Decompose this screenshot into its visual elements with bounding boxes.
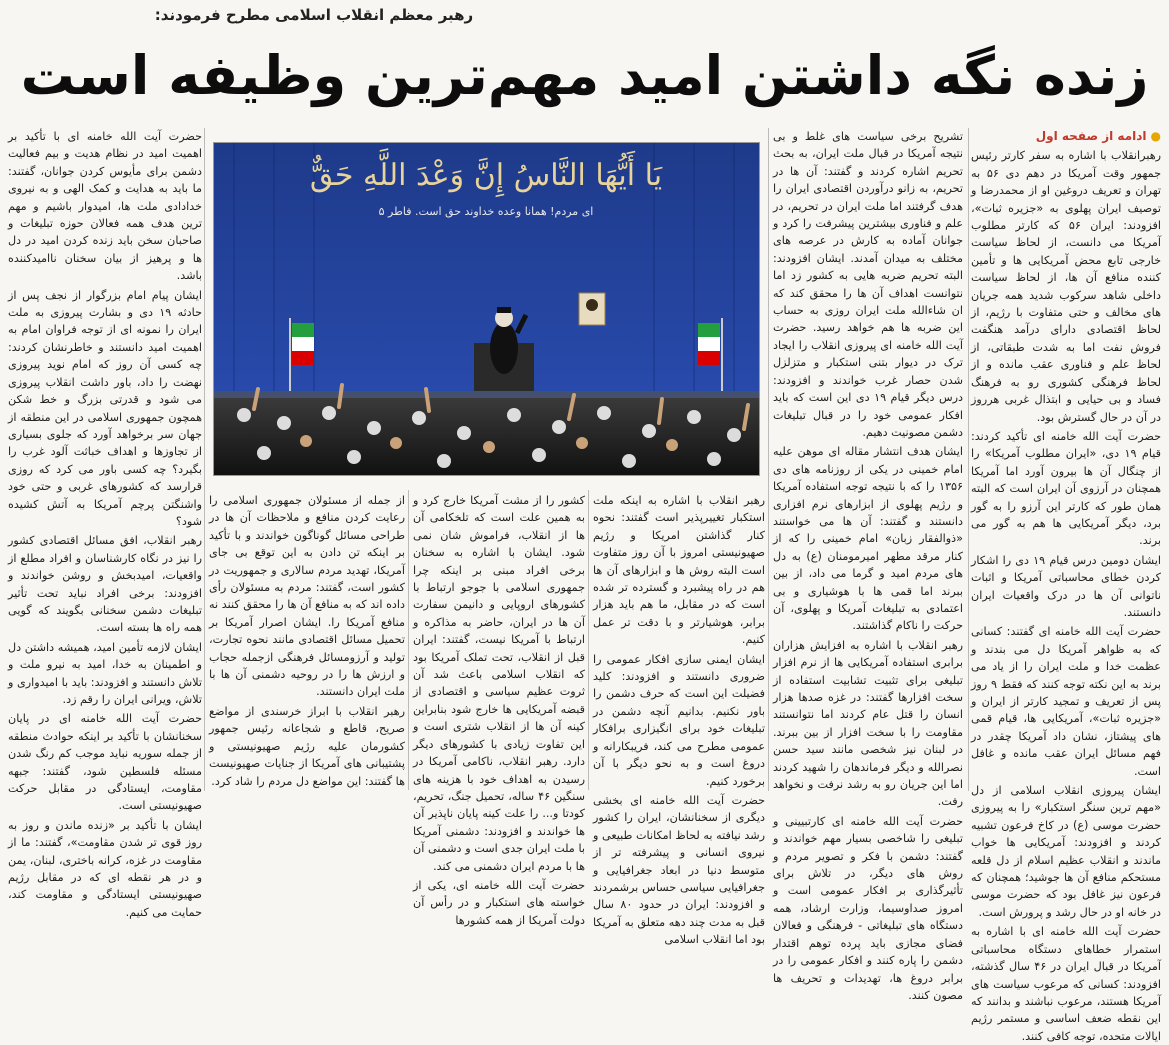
article-column-5 bbox=[209, 492, 405, 791]
paragraph: رهبر انقلاب با اشاره به افزایش هزاران برابری استفاده آمریکایی ها از نرم افزار تبلیغی برای تثبیت تشابیت استفاده از سخت افزارها گفتند: در غزه صدها هزار انسان را قتل عام کردند اما نتوانستند مقاومت را با سخت افزار از بین ببرند. در لبنان نیز شخصی مانند سید حسن نصرالله و دیگر فرماندهان را شهید کردند اما این جریان رو به رشد نرفت و نخواهد رفت. bbox=[773, 638, 963, 809]
continued-label[interactable]: ●ادامه از صفحه اول bbox=[1035, 129, 1161, 143]
paragraph: حضرت آیت الله خامنه ای، یکی از خواسته های استکبار و در رأس آن دولت آمریکا از همه کشورها bbox=[413, 878, 585, 927]
paragraph: از جمله از مسئولان جمهوری اسلامی را رعایت کردن منافع و ملاحظات آن ها در طراحی مسائل گوناگون خواندند و با تأکید بر اینکه تن دادن به این توقع بی جای آمریکا، تهدید مردم سالاری و جمهوریت در کشور است، گفتند: مردم به مسئولان رأی داده اند که به منافع آن ها را محقق کنند نه منافع آمریکا را. ایشان اصرار آمریکا بر تحمیل مسائل اقتصادی مانند نحوه تجارت، تولید و آرزومسائل فرهنگی ازجمله حجاب و ارزش ها را در روحیه دشمنی آن ها با ملت ایران دانستند. bbox=[209, 494, 405, 699]
paragraph: رهبر انقلاب با اشاره به اینکه ملت استکبار تغییرپذیر است گفتند: نحوه کنار گذاشتن امریکا و رژیم صهیونیستی امروز با آن روز متفاوت است البته روش ها و ابزارهای آن ها هم در راه پیشبرد و گسترده تر شده است که در مقابل، ما هم باید هزار برابر، هوشیارتر و با دقت تر عمل کنیم. bbox=[593, 494, 765, 647]
paragraph: حضرت آیت الله خامنه ای با اشاره به استمرار خطاهای دستگاه محاسباتی آمریکا در قبال ایران در ۴۶ سال گذشته، افزودند: کسانی که مرعوب سیاست های آمریکا هستند، مرعوب نباشند و بدانند که این نقطه ضعف اساسی و مستمر رژیم ایالات متحده، توجه کافی کنند. bbox=[971, 925, 1161, 1043]
article-column-2 bbox=[773, 128, 964, 1002]
article-column-1 bbox=[971, 128, 1162, 1043]
paragraph: حضرت آیت الله خامنه ای تأکید کردند: قیام ۱۹ دی، «ایران مطلوب آمریکا» را از چنگال آن ها بیرون آورد اما آمریکا همچنان در آرزوی آن ایران است که البته همان طور که کارتر این آرزو را به گور برد، دیگر آمریکایی ها هم به گور می برند. bbox=[971, 429, 1161, 548]
paragraph: کشور را از مشت آمریکا خارج کرد و به همین علت است که تلخکامی آن ها از انقلاب، فراموش شان نمی شود. ایشان با اشاره به سخنان برخی افراد مبنی بر اینکه چرا جمهوری اسلامی با جوجو ارتباط با کشورهای اروپایی و دانیمن سفارت آن ها در ایران، حاضر به مذاکره و ارتباط با آمریکا نیست، گفتند: ایران قبل از انقلاب، تحت تملک آمریکا بود که انقلاب اسلامی باعث شد آن ثروت عظیم سیاسی و اقتصادی از قبضه آمریکایی ها خارج شود بنابراین کینه آن ها از انقلاب شتری است و این تفاوت زیادی با کشورهای دیگر دارد. رهبر انقلاب، ناکامی آمریکا در رسیدن به اهداف خود با هزینه های سنگین ۴۶ ساله، تحمیل جنگ، تحریم، کودتا و... را علت کینه پایان ناپذیر آن ها خواندند و افزودند: دشمنی آمریکا با ملت ایران جدی است و دشمنی آن ها با مردم ایران دشمنی می کند. bbox=[413, 494, 585, 873]
paragraph: حضرت آیت الله خامنه ای بخشی دیگری از سخنانشان، ایران را کشور رشد نیافته به لحاظ امکانات طبیعی و نیروی انسانی و پیشرفته تر از متوسط دنیا در ابعاد جغرافیایی و جغرافیایی سیاسی حساس برشمردند و افزودند: ایران در حدود ۸۰ سال قبل به مدت چند دهه متعلق به آمریکا بود اما انقلاب اسلامی bbox=[593, 793, 766, 947]
column-rule bbox=[204, 128, 205, 791]
article-column-3 bbox=[593, 492, 766, 947]
bullet-icon: ● bbox=[1150, 129, 1161, 143]
column-rule bbox=[588, 490, 589, 790]
paragraph: ایشان پیروزی انقلاب اسلامی از دل «مهم ترین سنگر استکبار» را به پیروزی حضرت موسی (ع) در کاخ فرعون تشبیه کردند و افزودند: آمریکایی ها خواب ماندند و انقلاب عظیم اسلام از دل قلعه مستحکم منافع آن ها جوشید؛ همچنان که فرعون نیز غافل بود که حضرت موسی در خانه او در حال رشد و پرورش است. bbox=[971, 784, 1161, 919]
banner-translation: ای مردم! همانا وعده خداوند حق است. فاطر ۵ bbox=[378, 205, 594, 218]
column-rule bbox=[968, 128, 969, 791]
kicker: رهبر معظم انقلاب اسلامی مطرح فرمودند: bbox=[154, 6, 474, 24]
paragraph: رهبر انقلاب، افق مسائل اقتصادی کشور را نیز در نگاه کارشناسان و افراد مطلع از واقعیات، امیدبخش و روشن خواندند و افزودند: برخی افراد نباید تحت تأثیر تبلیغات دشمن سخنانی بگویند که گویی همه راه ها بسته است. bbox=[8, 534, 202, 635]
paragraph: رهبر انقلاب با ابراز خرسندی از مواضع صریح، قاطع و شجاعانه رئیس جمهور کشورمان علیه رژیم صهیونیستی و پشتیبانی های آمریکا از جنایات صهیونیست ها گفتند: این مواضع دل مردم را شاد کرد. bbox=[209, 704, 405, 788]
paragraph: تشریح برخی سیاست های غلط و بی نتیجه آمریکا در قبال ملت ایران، به بحث تحریم اشاره کردند و گفتند: آن ها در تحریم، به زانو درآوردن اقتصادی ایران را هدف گرفتند اما ملت ایران در تحریم، در علم و فناوری بیشترین پیشرفت را کرد و جوانان آماده به کارش در عرصه های مختلف به میدان آمدند. ایشان افزودند: البته تحریم ضربه هایی به کشور زد اما نتوانست اهداف آن ها را محقق کند که ان شاءالله ملت ایران روزی به حساب این ضربه ها هم خواهد رسید. حضرت آیت الله خامنه ای پیروزی انقلاب را ایجاد ترک در دیوار بتنی استکبار و متزلزل شدن حصار غرب خواندند و افزودند: درس دیگر قیام ۱۹ دی این است که باید افکار عمومی خود را در قبال تبلیغات دشمن مصونیت دهیم. bbox=[773, 130, 964, 439]
news-photo bbox=[213, 142, 760, 476]
banner-arabic: يَا أَيُّهَا النَّاسُ إِنَّ وَعْدَ اللَّهِ حَقٌّ bbox=[309, 158, 663, 193]
article-column-6 bbox=[8, 128, 202, 919]
paragraph: ایشان هدف انتشار مقاله ای موهن علیه امام خمینی در یکی از روزنامه های دی ۱۳۵۶ را که با نتیجه توجه استفاده آمریکا و رژیم پهلوی از ابزارهای نرم افزاری دانستند و گفتند: آن ها می خواستند «ذوالفقار زبان» امام خمینی را که از کنار مرقد مطهر امیرمومنان (ع) به دل های مردم امید و گرما می داد، از بین ببرند اما قمی ها با هوشیاری و بی اعتمادی به تبلیغات آمریکا و پهلوی، آن حرکت را ناکام گذاشتند. bbox=[773, 445, 963, 633]
paragraph: حضرت آیت الله خامنه ای کارتبیینی و تبلیغی را شاخصی بسیار مهم خواندند و گفتند: دشمن با فکر و تصویر مردم و روش های دیگر، در تلاش برای تأثیرگذاری بر افکار عمومی است و امروز صداوسیما، وزارت ارشاد، همه دستگاه های تبلیغاتی - فرهنگی و فعالان فضای مجازی باید پرده توهم اقتدار دشمن را پاره کنند و افکار عمومی را در برابر دروغ ها، تهدیدات و تحریف ها مصون کنند. bbox=[773, 814, 963, 1002]
column-rule bbox=[768, 128, 769, 791]
article-column-4 bbox=[413, 492, 585, 927]
paragraph: رهبرانقلاب با اشاره به سفر کارتر رئیس جمهور وقت آمریکا در دهم دی ۵۶ به تهران و تعریف دروغین او از محمدرضا و توصیف ایران پهلوی به «جزیره ثبات»، افزودند: ایران ۵۶ که کارتر مطلوب آمریکا می دانست، از لحاظ سیاست خارجی تابع محض آمریکایی ها و تأمین کننده منافع آن ها، از لحاظ سیاست داخلی شاهد سرکوب شدید همه جریان های مخالف و حتی متفاوت با رژیم، از لحاظ اقتصادی دارای درآمد هنگفت فروش نفت اما به شدت طبقاتی، از لحاظ علم و فناوری عقب مانده و از لحاظ فرهنگی کشوری رو به فرهنگ فساد و بی حیایی و ابتذال غربی هرروز در آن در حال گسترش بود. bbox=[971, 149, 1161, 424]
paragraph: ایشان پیام امام بزرگوار از نجف پس از حادثه ۱۹ دی و بشارت پیروزی به ملت ایران را نمونه ای از توجه فراوان امام به اهمیت امید دانستند و خاطرنشان کردند: چه کسی آن روز که امام نوید پیروزی نهضت را داد، باور داشت انقلاب پیروزی می شود و قدرتی بزرگ و خط شکن همچون جمهوری اسلامی در این منطقه از جهان سر برخواهد آورد که جلوی بسیاری از تجاوزها و اهداف خباثت آلود غرب را بگیرد؟ چه کسی باور می کرد که روزی قرارسد که کشورهای غربی و حتی خود واشنگتن پرچم آمریکا به آتش کشیده شود؟ bbox=[8, 288, 202, 528]
column-rule bbox=[408, 490, 409, 790]
paragraph: ایشان ایمنی سازی افکار عمومی را ضروری دانستند و افزودند: کلید فضیلت این است که حرف دشمن را باور نکنیم. بدانیم آنچه دشمن در تبلیغات خود برای انگیزاری برافکار عمومی مطرح می کند، فریبکارانه و دروغ است و به نحو دیگر با آن برخورد کنیم. bbox=[593, 652, 765, 788]
headline: زنده نگه داشتن امید مهم‌ترین وظیفه است bbox=[20, 44, 1149, 107]
paragraph: ایشان با تأکید بر «زنده ماندن و روز به روز قوی تر شدن مقاومت»، گفتند: ما از مقاومت در غزه، کرانه باختری، لبنان، یمن و در هر نقطه ای که در مقابل رژیم صهیونیستی ایستادگی و مقاومت کند، حمایت می کنیم. bbox=[8, 818, 202, 919]
paragraph: ایشان لازمه تأمین امید، همیشه داشتن دل و اطمینان به خدا، امید به نیرو ملت و تلاش دانستند و افزودند: باید با امیدواری و تلاش، ویرانی ایران را رقم زد. bbox=[8, 640, 202, 706]
paragraph: حضرت آیت الله خامنه ای با تأکید بر اهمیت امید در نظام هدیت و بیم فعالیت دشمن برای مأیوس کردن جوانان، گفتند: ما باید به هدایت و کمک الهی و به نیروی خدادادی ملت ها، امیدوار باشیم و مهم ترین هدف همه فعالان حوزه تبلیغات و صاحبان سخن باید زنده کردن امید در دل ها و پرهیز از بیان سخنان ناامیدکننده باشد. bbox=[8, 130, 202, 283]
paragraph: حضرت آیت الله خامنه ای در پایان سخنانشان با تأکید بر اینکه حوادث منطقه از جمله سوریه نباید موجب کم رنگ شدن مسئله فلسطین شود، گفتند: جبهه مقاومت، ایستادگی در مقابل حرکت صهیونیستی است. bbox=[8, 712, 202, 813]
paragraph: حضرت آیت الله خامنه ای گفتند: کسانی که به ظواهر آمریکا دل می بندند و عظمت خدا و ملت ایران را از یاد می برند به این نکته توجه کنند که فقط ۹ روز پس از تعریف و تمجید کارتر از ایران و «جزیره ثبات»، آمریکایی ها، قیام قمی های پیشتاز، نشان داد آمریکا چقدر در فهم مسائل ایران عقب مانده و غافل است. bbox=[971, 625, 1162, 778]
paragraph: ایشان دومین درس قیام ۱۹ دی را اشکار کردن خطای محاسباتی آمریکا و اثبات ناتوانی آن ها در درک واقعیات ایران دانستند. bbox=[971, 553, 1161, 619]
